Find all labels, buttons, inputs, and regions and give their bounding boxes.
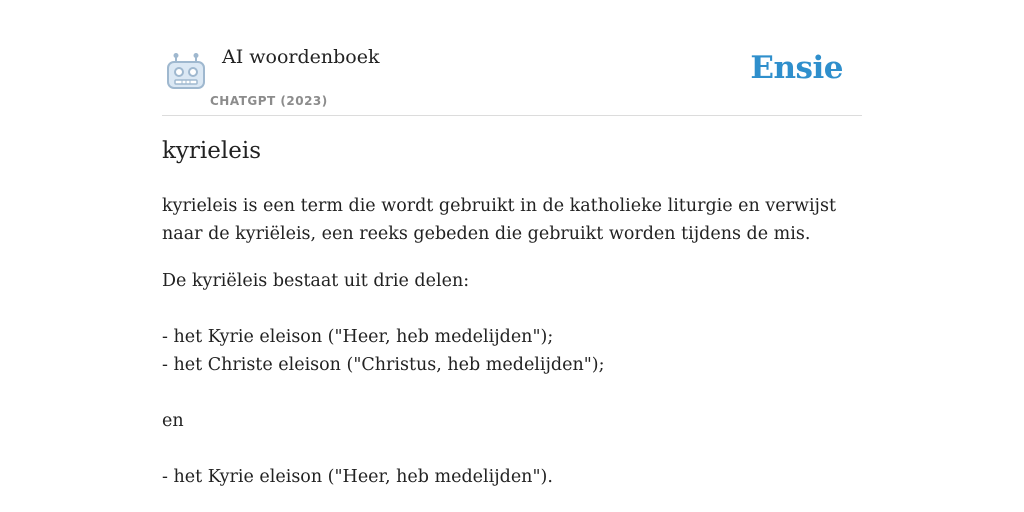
definition-paragraph: kyrieleis is een term die wordt gebruikt in de katholieke liturgie en verwijst naar de kyriëleis, een reeks gebeden die gebruikt worden tijdens de mis. xyxy=(162,196,836,244)
entry-body xyxy=(162,192,878,510)
parts-paragraph xyxy=(162,267,878,491)
blank-line xyxy=(162,435,878,463)
part-item: - het Kyrie eleison ("Heer, heb medelijden"). xyxy=(162,467,553,487)
conjunction: en xyxy=(162,411,184,431)
source-subtitle: CHATGPT (2023) xyxy=(210,94,328,108)
part-item: - het Christe eleison ("Christus, heb medelijden"); xyxy=(162,355,605,375)
blank-line xyxy=(162,295,878,323)
entry-term: kyrieleis xyxy=(162,138,262,164)
part-item: - het Kyrie eleison ("Heer, heb medelijden"); xyxy=(162,327,554,347)
source-title[interactable]: AI woordenboek xyxy=(222,46,380,68)
blank-line xyxy=(162,379,878,407)
ensie-logo[interactable]: Ensie xyxy=(750,50,843,86)
source-header xyxy=(162,38,862,116)
parts-intro: De kyriëleis bestaat uit drie delen: xyxy=(162,271,470,291)
robot-icon xyxy=(166,52,206,90)
